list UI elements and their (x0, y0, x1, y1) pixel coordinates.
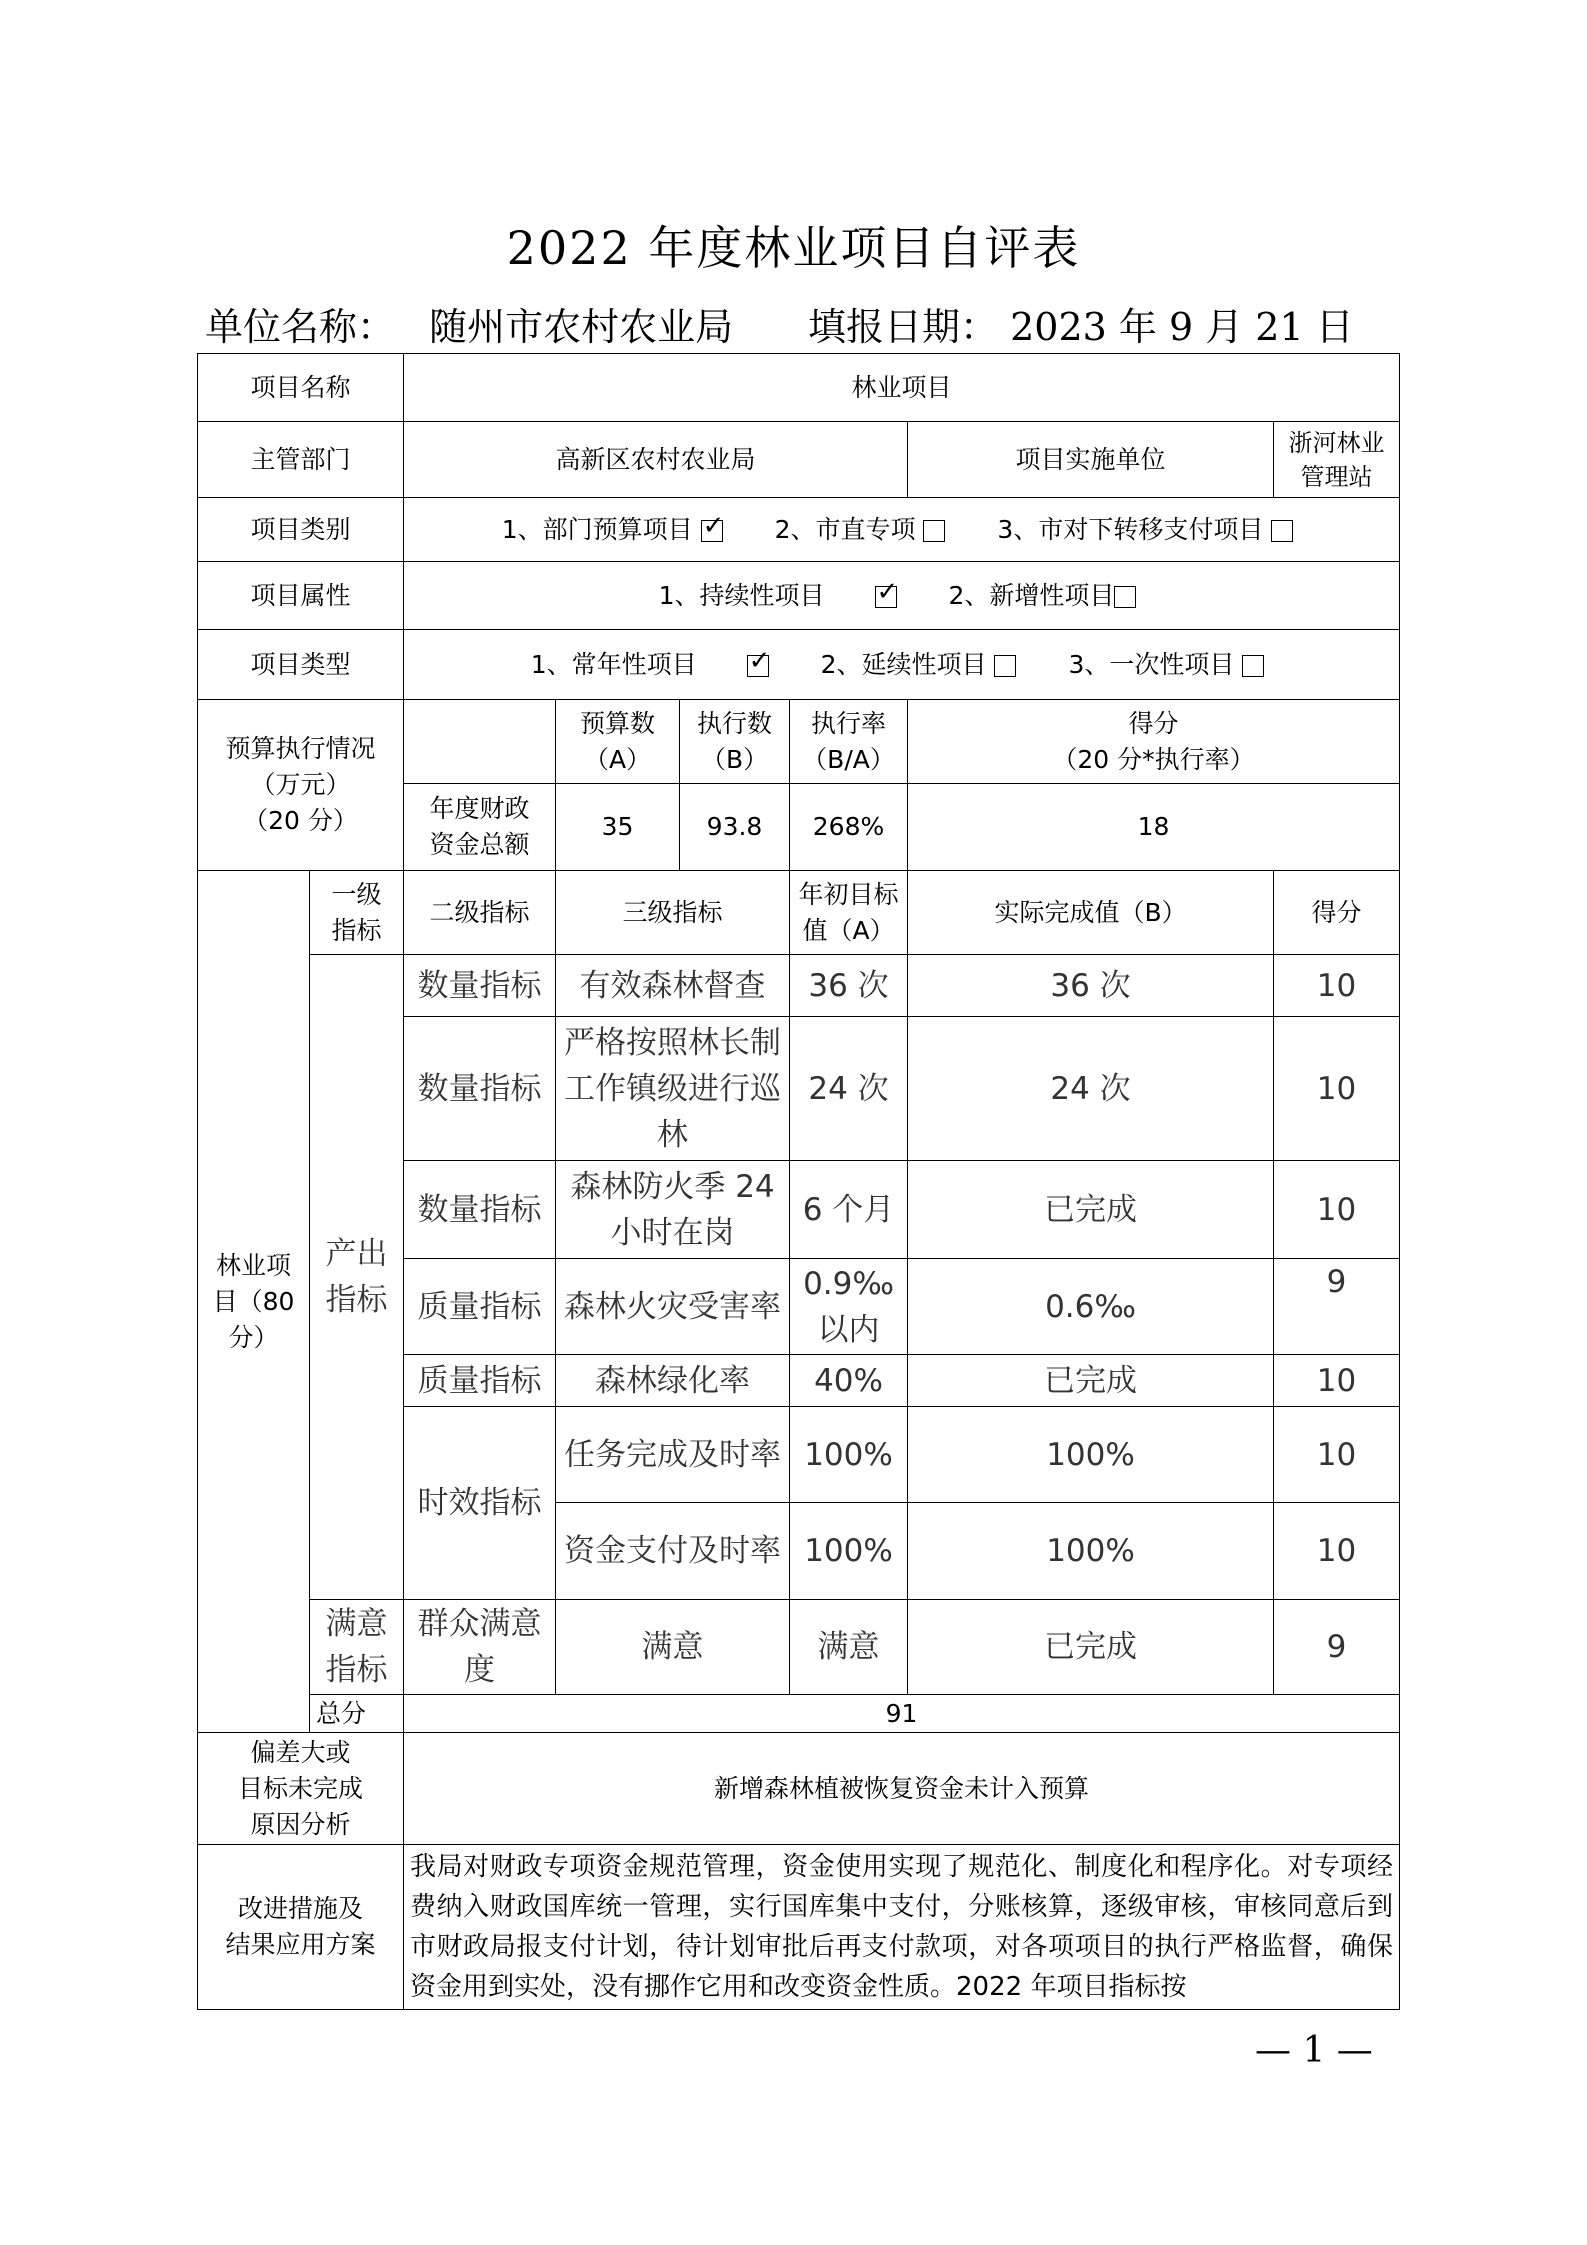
indicator-row (198, 955, 1400, 1017)
total-value: 91 (404, 1695, 1400, 1733)
score-cell: 10 (1274, 1017, 1400, 1161)
output-label-line: 指标 (325, 1282, 388, 1318)
type-options (404, 630, 1400, 700)
actual-cell: 100% (908, 1503, 1274, 1600)
category-options (404, 498, 1400, 562)
h-target-line: 值（A） (802, 915, 895, 945)
budget-empty-cell (404, 700, 556, 784)
type-option-annual: 1、常年性项目 (530, 649, 697, 679)
budget-label-line: （20 分） (243, 806, 358, 835)
actual-cell: 100% (908, 1407, 1274, 1503)
row-deviation (198, 1733, 1400, 1845)
score-cell: 10 (1274, 1355, 1400, 1407)
target-cell: 40% (790, 1355, 908, 1407)
category-option-dept-budget: 1、部门预算项目 (501, 514, 693, 544)
target-cell: 满意 (790, 1600, 908, 1695)
h-level3: 三级指标 (556, 871, 790, 955)
col-score-sub: （20 分*执行率） (1052, 744, 1255, 774)
target-cell: 100% (790, 1503, 908, 1600)
deviation-label-line: 偏差大或 (250, 1737, 351, 1767)
target-cell: 100% (790, 1407, 908, 1503)
satisfaction-indicator-label (310, 1600, 404, 1695)
score-cell: 10 (1274, 1503, 1400, 1600)
level3-cell: 森林防火季 24 小时在岗 (556, 1161, 790, 1259)
level3-cell: 有效森林督查 (556, 955, 790, 1017)
satisfaction-label-line: 满意 (325, 1606, 388, 1642)
level3-cell: 森林绿化率 (556, 1355, 790, 1407)
date-value: 2023 年 9 月 21 日 (1010, 305, 1354, 349)
attr-option-new: 2、新增性项目 (948, 580, 1115, 610)
h-level1 (310, 871, 404, 955)
improvement-label-line: 改进措施及 (238, 1894, 364, 1923)
category-option-city-special: 2、市直专项 (774, 514, 916, 544)
score-value: 18 (908, 784, 1400, 871)
improvement-value: 我局对财政专项资金规范管理，资金使用实现了规范化、制度化和程序化。对专项经费纳入财政国库统一管理，实行国库集中支付，分账核算，逐级审核，审核同意后到市财政局报支付计划，待计划审批后再支付款项，对各项项目的执行严格监督，确保资金用到实处，没有挪作它用和改变资金性质。2022 年项目指标按 (404, 1845, 1400, 2010)
deviation-label-line: 目标未完成 (238, 1773, 364, 1803)
actual-cell: 已完成 (908, 1161, 1274, 1259)
col-rate-title: 执行率 (811, 708, 887, 738)
level2-cell: 群众满意度 (404, 1600, 556, 1695)
attribute-label: 项目属性 (198, 562, 404, 630)
section-label-line: 林业项 (215, 1250, 291, 1280)
type-option-once: 3、一次性项目 (1068, 649, 1235, 679)
target-cell: 36 次 (790, 955, 908, 1017)
exec-value: 93.8 (680, 784, 790, 871)
checkbox-empty-icon[interactable] (1271, 520, 1293, 542)
unit-value: 随州市农村农业局 (429, 305, 734, 349)
forestry-section-label (198, 871, 310, 1733)
output-indicator-label (310, 955, 404, 1600)
rate-value: 268% (790, 784, 908, 871)
col-budget-title: 预算数 (580, 708, 656, 738)
col-score-header (908, 700, 1400, 784)
level2-cell: 数量指标 (404, 955, 556, 1017)
project-name-value: 林业项目 (404, 354, 1400, 422)
score-cell: 9 (1274, 1259, 1400, 1355)
col-exec-header (680, 700, 790, 784)
score-cell: 10 (1274, 1161, 1400, 1259)
checkbox-empty-icon[interactable] (1114, 586, 1136, 608)
col-exec-title: 执行数 (697, 708, 773, 738)
h-level2: 二级指标 (404, 871, 556, 955)
level3-cell: 满意 (556, 1600, 790, 1695)
indicator-row (198, 1600, 1400, 1695)
deviation-label-line: 原因分析 (250, 1809, 351, 1839)
section-label-line: 目（80 (212, 1286, 295, 1316)
actual-cell: 24 次 (908, 1017, 1274, 1161)
h-level1-line: 一级 (331, 879, 382, 909)
col-rate-sub: （B/A） (802, 744, 895, 774)
improvement-label (198, 1845, 404, 2010)
row-total (198, 1695, 1400, 1733)
row-type (198, 630, 1400, 700)
level2-cell: 质量指标 (404, 1259, 556, 1355)
output-label-line: 产出 (325, 1236, 388, 1272)
level2-cell: 数量指标 (404, 1017, 556, 1161)
level2-cell: 数量指标 (404, 1161, 556, 1259)
annual-fund-label-line: 资金总额 (429, 830, 530, 859)
budget-label (198, 700, 404, 871)
h-target (790, 871, 908, 955)
timeliness-label: 时效指标 (404, 1407, 556, 1600)
type-option-extended: 2、延续性项目 (820, 649, 987, 679)
checkbox-empty-icon[interactable] (923, 520, 945, 542)
col-exec-sub: （B） (700, 744, 769, 774)
row-attribute (198, 562, 1400, 630)
actual-cell: 0.6‰ (908, 1259, 1274, 1355)
evaluation-table (197, 353, 1400, 2010)
col-score-title: 得分 (1128, 708, 1179, 738)
attr-option-continuing: 1、持续性项目 (658, 580, 825, 610)
category-option-transfer: 3、市对下转移支付项目 (997, 514, 1264, 544)
actual-cell: 已完成 (908, 1600, 1274, 1695)
level3-cell: 任务完成及时率 (556, 1407, 790, 1503)
category-label: 项目类别 (198, 498, 404, 562)
row-budget-header (198, 700, 1400, 784)
row-indicator-header (198, 871, 1400, 955)
score-cell: 10 (1274, 955, 1400, 1017)
budget-value: 35 (556, 784, 680, 871)
project-name-label: 项目名称 (198, 354, 404, 422)
checkbox-checked-icon[interactable] (701, 520, 723, 542)
type-label: 项目类型 (198, 630, 404, 700)
h-target-line: 年初目标 (798, 879, 899, 909)
h-actual: 实际完成值（B） (908, 871, 1274, 955)
col-rate-header (790, 700, 908, 784)
annual-fund-label-line: 年度财政 (429, 794, 530, 823)
checkbox-empty-icon[interactable] (1242, 655, 1264, 677)
row-project-name (198, 354, 1400, 422)
checkbox-checked-icon[interactable] (875, 586, 897, 608)
h-level1-line: 指标 (331, 915, 382, 945)
target-cell: 24 次 (790, 1017, 908, 1161)
h-score: 得分 (1274, 871, 1400, 955)
level3-cell: 森林火灾受害率 (556, 1259, 790, 1355)
row-department (198, 422, 1400, 498)
col-budget-sub: （A） (583, 744, 652, 774)
level2-cell: 质量指标 (404, 1355, 556, 1407)
row-improvement (198, 1845, 1400, 2010)
department-value: 高新区农村农业局 (404, 422, 908, 498)
col-budget-header (556, 700, 680, 784)
section-label-line: 分） (228, 1322, 279, 1352)
annual-fund-label (404, 784, 556, 871)
attribute-options (404, 562, 1400, 630)
target-cell: 0.9‰以内 (790, 1259, 908, 1355)
row-category (198, 498, 1400, 562)
deviation-value: 新增森林植被恢复资金未计入预算 (404, 1733, 1400, 1845)
level3-cell: 严格按照林长制工作镇级进行巡林 (556, 1017, 790, 1161)
page-number: — 1 — (1255, 2030, 1373, 2071)
level3-cell: 资金支付及时率 (556, 1503, 790, 1600)
checkbox-checked-icon[interactable] (747, 655, 769, 677)
impl-unit-value: 浙河林业管理站 (1274, 422, 1400, 498)
impl-unit-label: 项目实施单位 (908, 422, 1274, 498)
date-label: 填报日期： (808, 305, 999, 349)
deviation-label (198, 1733, 404, 1845)
date-line (808, 296, 1354, 351)
score-cell: 10 (1274, 1407, 1400, 1503)
budget-label-line: 预算执行情况 (225, 734, 376, 763)
department-label: 主管部门 (198, 422, 404, 498)
budget-label-line: （万元） (250, 770, 351, 799)
unit-label: 单位名称： (205, 305, 396, 349)
improvement-label-line: 结果应用方案 (225, 1930, 376, 1959)
checkbox-empty-icon[interactable] (994, 655, 1016, 677)
total-label: 总分 (310, 1695, 404, 1733)
page-title: 2022 年度林业项目自评表 (506, 221, 1081, 275)
satisfaction-label-line: 指标 (325, 1652, 388, 1688)
score-cell: 9 (1274, 1600, 1400, 1695)
actual-cell: 已完成 (908, 1355, 1274, 1407)
unit-line (205, 296, 733, 351)
actual-cell: 36 次 (908, 955, 1274, 1017)
target-cell: 6 个月 (790, 1161, 908, 1259)
